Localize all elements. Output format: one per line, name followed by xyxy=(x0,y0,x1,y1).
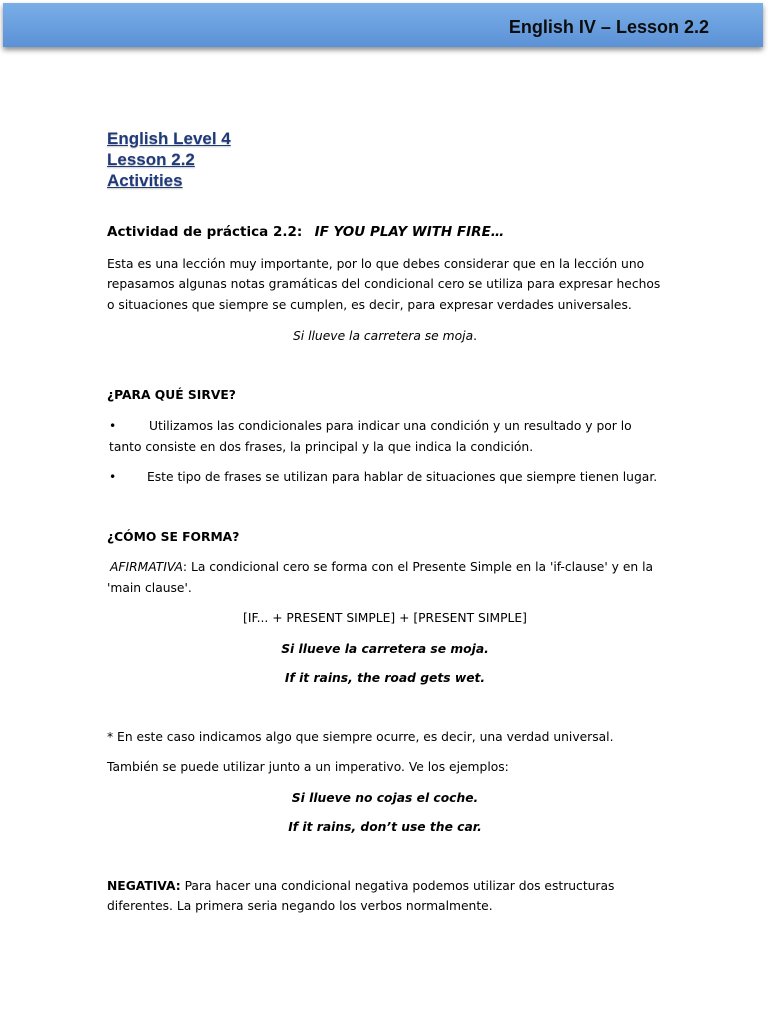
imperative-intro: También se puede utilizar junto a un imperativo. Ve los ejemplos: xyxy=(107,760,509,774)
imperative-example-spanish: Si llueve no cojas el coche. xyxy=(291,790,479,805)
page-header-bar xyxy=(3,3,763,47)
negative-paragraph xyxy=(107,876,663,917)
uses-heading: ¿PARA QUÉ SIRVE? xyxy=(107,387,236,402)
universal-truth-note: * En este caso indicamos algo que siempre ocurre, es decir, una verdad universal. xyxy=(107,729,614,744)
bullet-marker: • xyxy=(109,419,117,433)
intro-example-period: . xyxy=(473,329,478,343)
example-spanish: Si llueve la carretera se moja. xyxy=(281,641,489,656)
intro-paragraph: Esta es una lección muy importante, por lo que debes considerar que en la lección uno repasamos algunas notas gramáticas del condicional cero se utiliza para expresar hechos o situaciones que siempre se cumplen, es decir, para expresar verdades universales. xyxy=(107,256,661,312)
intro-example-text: Si llueve la carretera se moja xyxy=(292,329,474,343)
activity-title-line xyxy=(107,222,663,243)
example-english: If it rains, the road gets wet. xyxy=(284,671,486,685)
activity-label: Actividad de práctica 2.2: xyxy=(107,224,303,240)
uses-bullet-1 xyxy=(107,416,663,457)
form-heading: ¿CÓMO SE FORMA? xyxy=(107,529,240,544)
page-header-title: English IV – Lesson 2.2 xyxy=(508,17,709,37)
affirmative-paragraph xyxy=(107,557,663,598)
document-heading xyxy=(107,128,231,191)
bullet-text: Este tipo de frases se utilizan para hablar de situaciones que siempre tienen lugar. xyxy=(147,470,658,484)
uses-bullet-2 xyxy=(107,467,663,488)
affirmative-label: AFIRMATIVA xyxy=(110,560,183,574)
negative-label: NEGATIVA: xyxy=(107,878,181,893)
imperative-example-english: If it rains, don’t use the car. xyxy=(288,820,482,834)
heading-lesson: Lesson 2.2 xyxy=(107,150,195,169)
affirmative-text: : La condicional cero se forma con el Presente Simple en la 'if-clause' y en la 'main clause'. xyxy=(107,560,654,595)
bullet-text: Utilizamos las condicionales para indicar una condición y un resultado y por lo tanto consiste en dos frases, la principal y la que indica la condición. xyxy=(109,419,632,454)
heading-level: English Level 4 xyxy=(107,129,231,148)
intro-example xyxy=(107,326,663,347)
bullet-marker: • xyxy=(109,470,117,484)
activity-title: IF YOU PLAY WITH FIRE… xyxy=(314,224,505,240)
document-body xyxy=(107,222,663,917)
heading-activities: Activities xyxy=(107,171,183,190)
negative-text: Para hacer una condicional negativa podemos utilizar dos estructuras diferentes. La primera seria negando los verbos normalmente. xyxy=(107,878,615,913)
formula: [IF... + PRESENT SIMPLE] + [PRESENT SIMPLE] xyxy=(243,611,527,625)
